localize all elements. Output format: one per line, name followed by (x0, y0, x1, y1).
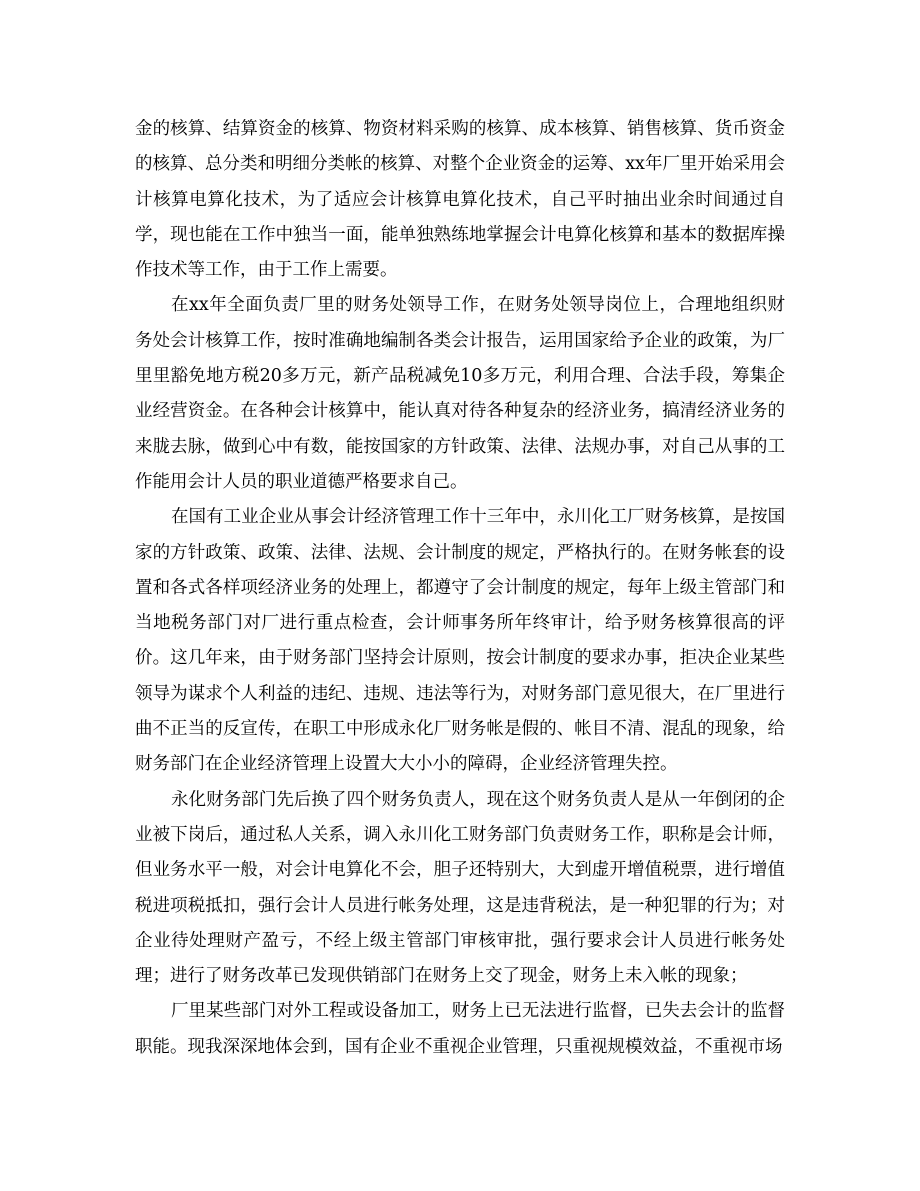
paragraph: 厂里某些部门对外工程或设备加工，财务上已无法进行监督，已失去会计的监督职能。现我深深地体会到，国有企业不重视企业管理，只重视规模效益，不重视市场 (135, 1001, 785, 1057)
document-body (135, 112, 785, 1065)
paragraph: 在xx年全面负责厂里的财务处领导工作，在财务处领导岗位上，合理地组织财务处会计核算工作，按时准确地编制各类会计报告，运用国家给予企业的政策，为厂里里豁免地方税20多万元，新产品税减免10多万元，利用合理、合法手段，筹集企业经营资金。在各种会计核算中，能认真对待各种复杂的经济业务，搞清经济业务的来胧去脉，做到心中有数，能按国家的方针政策、法律、法规办事，对自己从事的工作能用会计人员的职业道德严格要求自己。 (135, 295, 785, 492)
paragraph: 永化财务部门先后换了四个财务负责人，现在这个财务负责人是从一年倒闭的企业被下岗后，通过私人关系，调入永川化工财务部门负责财务工作，职称是会计师，但业务水平一般，对会计电算化不会，胆子还特别大，大到虚开增值税票，进行增值税进项税抵扣，强行会计人员进行帐务处理，这是违背税法，是一种犯罪的行为；对企业待处理财产盈亏，不经上级主管部门审核审批，强行要求会计人员进行帐务处理；进行了财务改革已发现供销部门在财务上交了现金，财务上未入帐的现象； (135, 789, 785, 987)
paragraph: 在国有工业企业从事会计经济管理工作十三年中，永川化工厂财务核算，是按国家的方针政策、政策、法律、法规、会计制度的规定，严格执行的。在财务帐套的设置和各式各样项经济业务的处理上，都遵守了会计制度的规定，每年上级主管部门和当地税务部门对厂进行重点检查，会计师事务所年终审计，给予财务核算很高的评价。这几年来，由于财务部门坚持会计原则，按会计制度的要求办事，拒决企业某些领导为谋求个人利益的违纪、违规、违法等行为，对财务部门意见很大，在厂里进行曲不正当的反宣传，在职工中形成永化厂财务帐是假的、帐目不清、混乱的现象，给财务部门在企业经济管理上设置大大小小的障碍，企业经济管理失控。 (135, 507, 785, 775)
paragraph-continuation: 金的核算、结算资金的核算、物资材料采购的核算、成本核算、销售核算、货币资金的核算、总分类和明细分类帐的核算、对整个企业资金的运筹、xx年厂里开始采用会计核算电算化技术，为了适应会计核算电算化技术，自己平时抽出业余时间通过自学，现也能在工作中独当一面，能单独熟练地掌握会计电算化核算和基本的数据库操作技术等工作，由于工作上需要。 (135, 119, 785, 281)
